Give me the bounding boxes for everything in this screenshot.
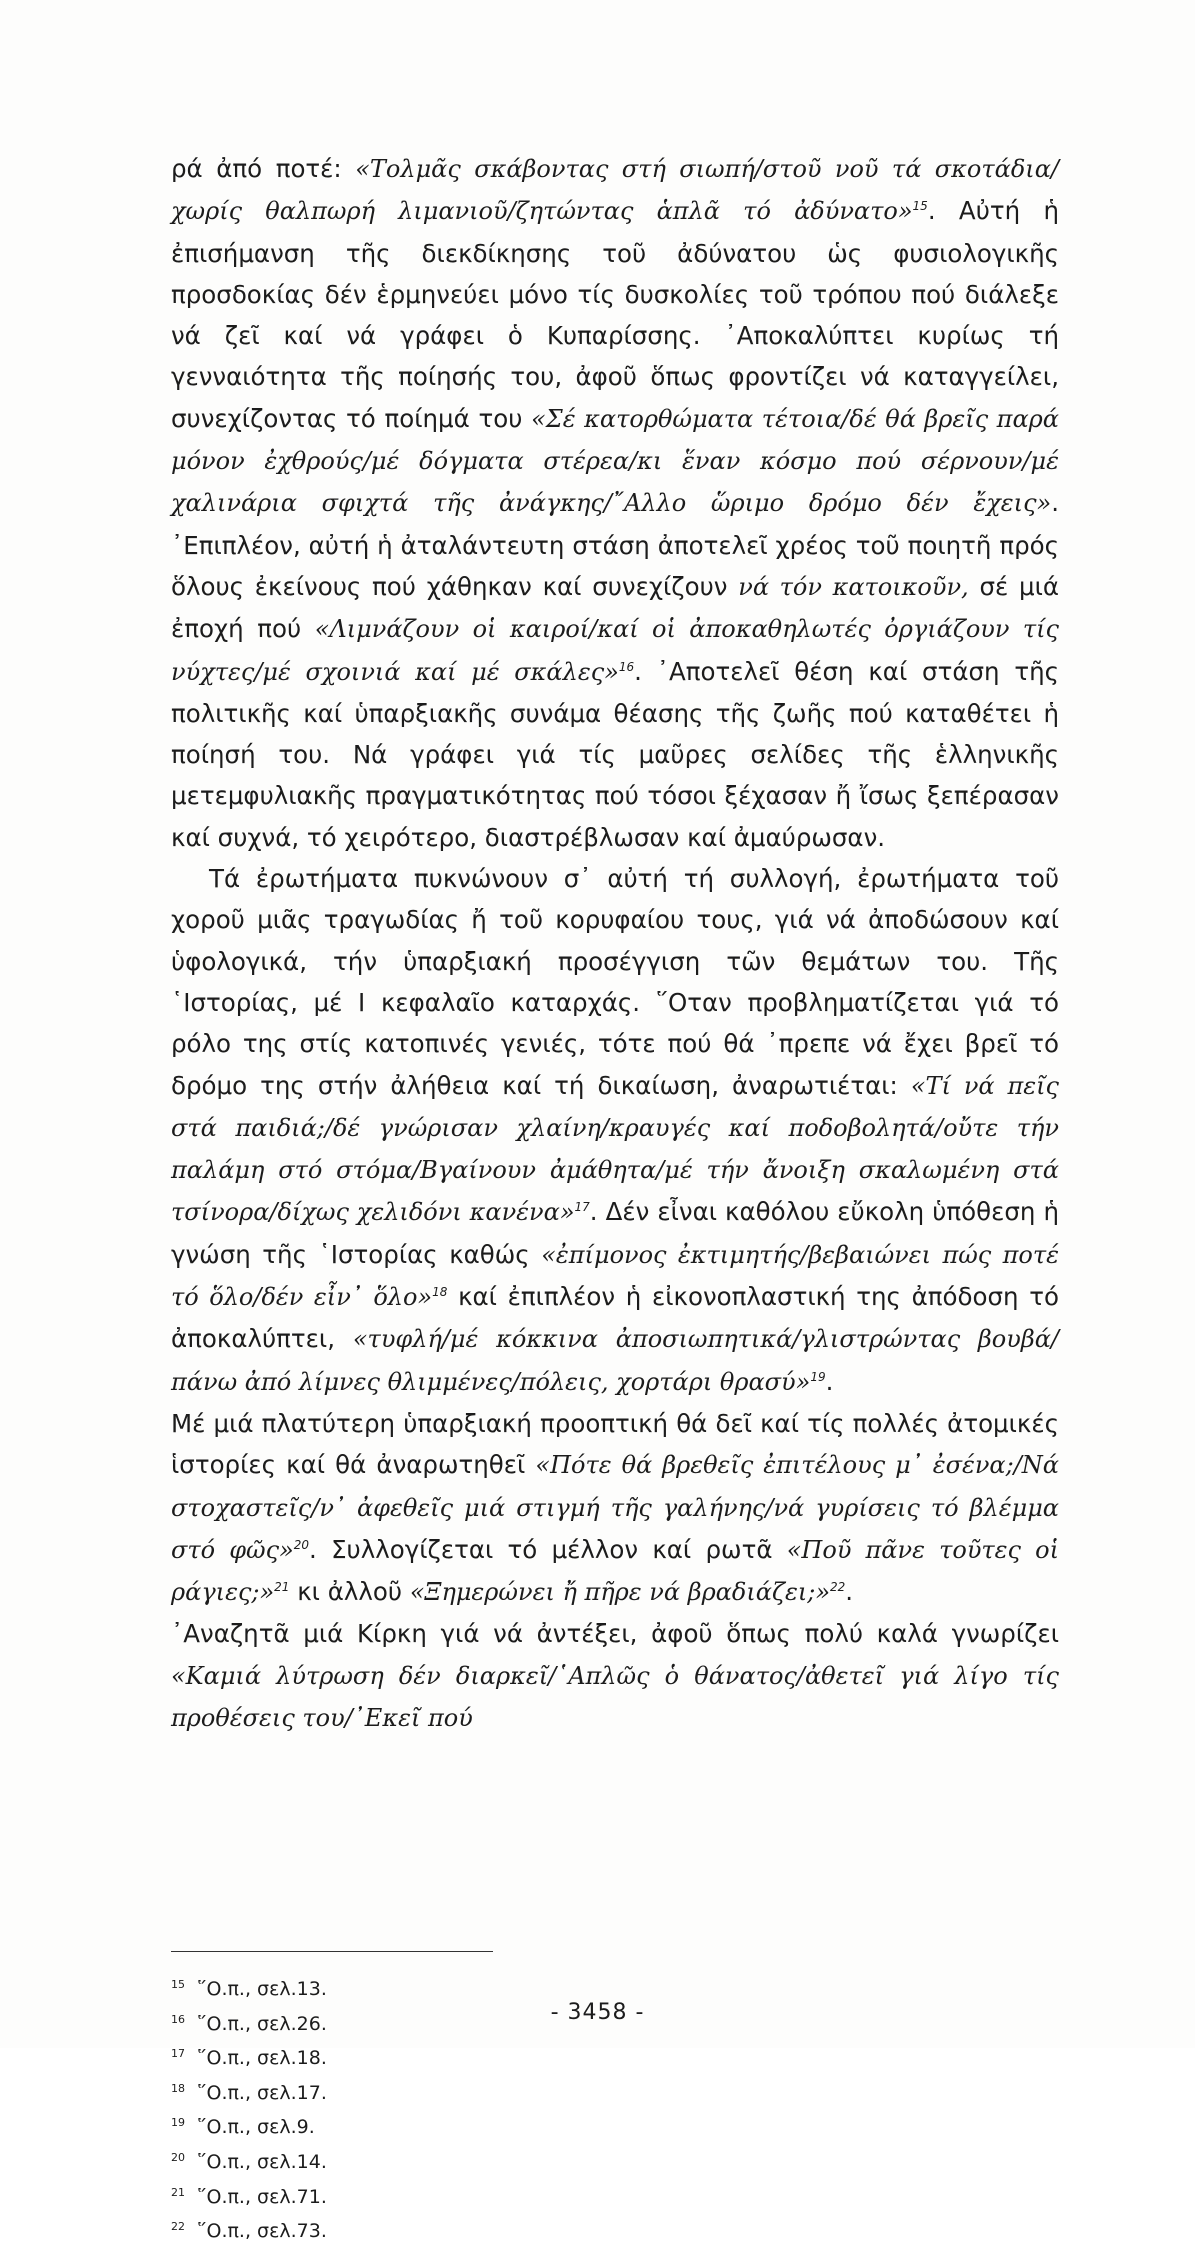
paragraph-2 [171,858,1059,1403]
text-run: καί ἐπιπλέον ἡ εἰκονοπλαστική της ἀπόδοση τό ἀποκαλύπτει, [171,1282,1059,1354]
quotation-text: «Σέ κατορθώματα τέτοια/δέ θά βρεῖς παρά μόνον ἐχθρούς/μέ δόγματα στέρεα/κι ἕναν κόσμο πού σέρνουν/μέ χαλινάρια σφιχτά τῆς ἀνάγκης/῎Αλλο ὥριμο δρόμο δέν ἔχεις» [171,404,1059,518]
footnote-ref: 16 [618,659,635,674]
footnote-text: ῞Ο.π., σελ.26. [197,2012,327,2035]
text-run: ρά ἀπό ποτέ: [171,154,356,183]
text-run: . [845,1577,854,1607]
footnote-text: ῞Ο.π., σελ.18. [197,2047,327,2070]
quotation-text: «ἐπίμονος ἐκτιμητής/βεβαιώνει πώς ποτέ τό ὅλο/δέν εἶν᾿ ὅλο» [171,1240,1059,1312]
text-run: . Δέν εἶναι καθόλου εὔκολη ὑπόθεση ἡ γνώση τῆς ῾Ιστορίας καθώς [171,1197,1059,1269]
footnote-ref: 21 [274,1580,290,1595]
footnote-number: 21 [171,2185,185,2199]
paragraph-1 [171,148,1059,858]
text-run: . [825,1366,834,1396]
page-number: - 3458 - [550,2000,645,2025]
footnote-ref: 18 [432,1285,448,1300]
footnote [171,2108,571,2143]
text-run: Μέ μιά πλατύτερη ὑπαρξιακή προοπτική θά δεῖ καί τίς πολλές ἀτομικές ἱστορίες καί θά ἀναρωτηθεῖ [171,1408,1059,1480]
text-run: . Αὐτή ἡ ἐπισήμανση τῆς διεκδίκησης τοῦ ἀδύνατου ὡς φυσιολογικῆς προσδοκίας δέν ἑρμηνεύει μόνο τίς δυσκολίες τοῦ τρόπου πού διάλεξε νά ζεῖ καί νά γράφει ὁ Κυπαρίσσης. ᾿Αποκαλύπτει κυρίως τή γενναιότητα τῆς ποίησής του, ἀφοῦ ὅπως φροντίζει νά καταγγείλει, συνεχίζοντας τό ποίημά του [171,196,1060,433]
footnote-ref: 22 [830,1580,846,1595]
footnote-number: 18 [171,2081,185,2095]
footnote-ref: 17 [574,1200,590,1215]
footnote-number: 16 [171,2012,185,2026]
footnote-number: 20 [171,2150,185,2164]
footnote-text: ῞Ο.π., σελ.13. [197,1978,327,2000]
footnote-text: ῞Ο.π., σελ.9. [197,2116,315,2139]
text-run: . Συλλογίζεται τό μέλλον καί ρωτᾶ [309,1534,787,1564]
quotation-text: «Τολμᾶς σκάβοντας στή σιωπή/στοῦ νοῦ τά σκοτάδια/χωρίς θαλπωρή λιμανιοῦ/ζητώντας ἁπλᾶ τό ἀδύνατο» [171,155,1059,226]
footnote-separator [171,1951,493,1952]
footnote-text: ῞Ο.π., σελ.17. [197,2081,327,2104]
text-run: . ᾿Επιπλέον, αὐτή ἡ ἀταλάντευτη στάση ἀποτελεῖ χρέος τοῦ ποιητῆ πρός ὅλους ἐκείνους πού χάθηκαν καί συνεχίζουν [171,488,1059,601]
paragraph-3 [171,1403,1059,1613]
footnote-text: ῞Ο.π., σελ.14. [197,2150,327,2173]
quotation-text: «Ξημερώνει ἤ πῆρε νά βραδιάζει;» [409,1578,831,1607]
text-run: ᾿Αναζητᾶ μιά Κίρκη γιά νά ἀντέξει, ἀφοῦ ὅπως πολύ καλά γνωρίζει [171,1619,1059,1649]
text-run: σέ μιά ἐποχή πού [171,571,1060,644]
body-text [171,148,1059,1739]
text-run: . ᾿Αποτελεῖ θέση καί στάση τῆς πολιτικῆς καί ὑπαρξιακῆς συνάμα θέασης τῆς ζωῆς πού καταθέτει ἡ ποίησή του. Νά γράφει γιά τίς μαῦρες σελίδες τῆς ἑλληνικῆς μετεμφυλιακῆς πραγματικότητας πού τόσοι ξέχασαν ἤ ἴσως ξεπέρασαν καί συχνά, τό χειρότερο, διαστρέβλωσαν καί ἀμαύρωσαν. [171,656,1059,852]
footnote [171,2178,571,2213]
quotation-text: «Λιμνάζουν οἱ καιροί/καί οἱ ἀποκαθηλωτές ὀργιάζουν τίς νύχτες/μέ σχοινιά καί μέ σκάλες» [171,615,1059,686]
footnote [171,2039,571,2074]
quotation-text: «Καμιά λύτρωση δέν διαρκεῖ/῾Απλῶς ὁ θάνατος/ἀθετεῖ γιά λίγο τίς προθέσεις του/᾿Εκεῖ πού [171,1661,1059,1732]
quotation-text: «τυφλή/μέ κόκκινα ἀποσιωπητικά/γλιστρώντας βουβά/ πάνω ἀπό λίμνες θλιμμένες/πόλεις, χορτάρι θρασύ» [171,1325,1059,1396]
footnote-text: ῞Ο.π., σελ.71. [197,2185,327,2208]
footnote-ref: 15 [912,199,928,214]
paragraph-4 [171,1613,1059,1739]
quotation-text: «Ποῦ πᾶνε τοῦτες οἱ ράγιες;» [171,1535,1059,1607]
footnote [171,2074,571,2109]
footnote [171,2212,571,2247]
footnote-ref: 19 [810,1369,826,1384]
quotation-text: «Τί νά πεῖς στά παιδιά;/δέ γνώρισαν χλαίνη/κραυγές καί ποδοβολητά/οὔτε τήν παλάμη στό στόμα/Βγαίνουν ἀμάθητα/μέ τήν ἄνοιξη σκαλωμένη στά τσίνορα/δίχως χελιδόνι κανένα» [171,1071,1059,1227]
footnote-text: ῞Ο.π., σελ.73. [197,2220,327,2243]
footnote-number: 15 [171,1978,185,1991]
footnote-number: 17 [171,2047,185,2061]
quotation-text: «Πότε θά βρεθεῖς ἐπιτέλους μ᾿ ἐσένα;/Νά στοχαστεῖς/ν᾿ ἀφεθεῖς μιά στιγμή τῆς γαλήνης/νά γυρίσεις τό βλέμμα στό φῶς» [171,1451,1060,1564]
footnote [171,2143,571,2178]
quotation-text: νά τόν κατοικοῦν, [738,572,969,601]
footnote-number: 22 [171,2220,185,2234]
text-run: κι ἀλλοῦ [289,1577,410,1607]
text-run: Τά ἐρωτήματα πυκνώνουν σ᾿ αὐτή τή συλλογή, ἐρωτήματα τοῦ χοροῦ μιᾶς τραγωδίας ἤ τοῦ κορυφαίου τους, γιά νά ἀποδώσουν καί ὑφολογικά, τήν ὑπαρξιακή προσέγγιση τῶν θεμάτων του. Τῆς ῾Ιστορίας, μέ Ι κεφαλαῖο καταρχάς. ῞Οταν προβληματίζεται γιά τό ρόλο της στίς κατοπινές γενιές, τότε πού θά ᾿πρεπε νά ἔχει βρεῖ τό δρόμο της στήν ἀλήθεια καί τή δικαίωση, ἀναρωτιέται: [171,864,1059,1100]
footnote-number: 19 [171,2116,185,2130]
footnote-ref: 20 [293,1537,310,1552]
